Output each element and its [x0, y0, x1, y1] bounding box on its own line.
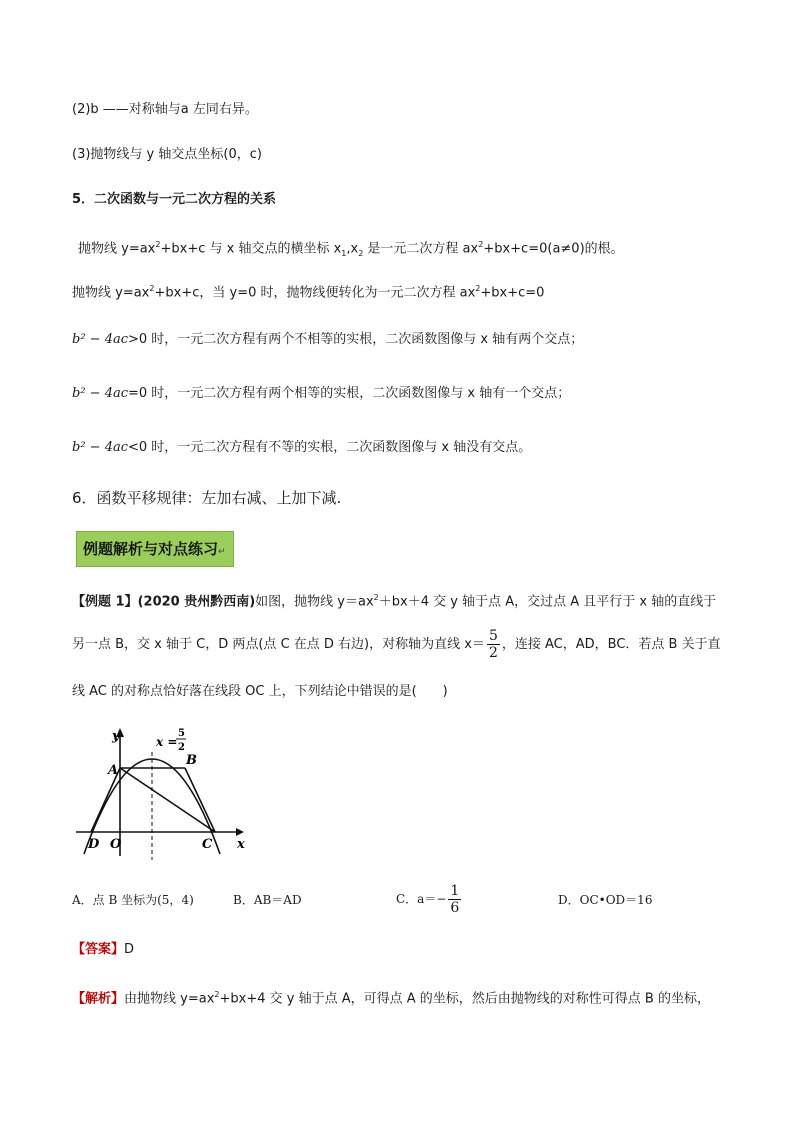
text-fragment: >0 时，一元二次方程有两个不相等的实根，二次函数图像与 x 轴有两个交点； — [128, 332, 584, 347]
point-label-d: D — [88, 837, 100, 852]
text-fragment: 另一点 B，交 x 轴于 C，D 两点(点 C 在点 D 右边)，对称轴为直线 x＝ — [72, 637, 485, 652]
axis-fraction-numerator: 5 — [178, 728, 185, 739]
example-line: 线 AC 的对称点恰好落在线段 OC 上，下列结论中错误的是( ) — [72, 684, 448, 699]
superscript: 2 — [475, 284, 481, 293]
text-fragment: 是一元二次方程 ax — [363, 241, 479, 257]
fraction-five-halves — [487, 628, 500, 661]
analysis-label: 【解析】 — [72, 991, 125, 1007]
discriminant-expression: b² − 4ac — [72, 440, 128, 455]
fraction-numerator: 5 — [488, 628, 498, 644]
parabola-figure — [68, 722, 258, 864]
text-fragment: 抛物线 y=ax — [72, 285, 150, 301]
option-d: D．OC•OD＝16 — [558, 893, 653, 907]
analysis-line — [72, 985, 710, 1009]
text-fragment: =0 时，一元二次方程有两个相等的实根，二次函数图像与 x 轴有一个交点； — [128, 386, 571, 401]
point-label-c: C — [202, 837, 213, 852]
discriminant-expression: b² − 4ac — [72, 332, 128, 347]
option-c — [396, 880, 463, 918]
example-line — [72, 588, 716, 612]
y-axis-label: y — [112, 729, 120, 744]
text-fragment: 抛物线 y=ax — [78, 241, 156, 257]
text-fragment: ＋bx＋4 交 y 轴于点 A，交过点 A 且平行于 x 轴的直线于 — [378, 594, 717, 610]
section-heading: 5．二次函数与一元二次方程的关系 — [72, 192, 277, 207]
point-label-a: A — [108, 763, 119, 778]
text-fragment: 由抛物线 y=ax — [124, 991, 215, 1007]
text-line: (2)b ——对称轴与a 左同右异。 — [72, 102, 258, 117]
example-line — [72, 628, 721, 664]
option-a: A．点 B 坐标为(5，4) — [72, 893, 194, 907]
fraction-denominator: 6 — [450, 900, 460, 916]
text-line — [72, 330, 583, 350]
text-fragment: ,x — [346, 241, 359, 257]
x-axis-label: x — [237, 837, 245, 852]
answer-value: D — [124, 942, 135, 957]
fraction-one-sixth — [448, 883, 461, 916]
text-line — [72, 279, 544, 303]
text-fragment: +bx+c，当 y=0 时，抛物线便转化为一元二次方程 ax — [154, 285, 476, 301]
text-fragment: +bx+c=0(a≠0)的根。 — [483, 241, 624, 257]
text-line — [78, 235, 624, 264]
superscript: 2 — [373, 593, 379, 602]
text-fragment: +bx+c=0 — [480, 285, 545, 301]
text-fragment: +bx+c 与 x 轴交点的横坐标 x — [160, 241, 342, 257]
point-label-o: O — [110, 837, 122, 852]
text-fragment: 如图，抛物线 y＝ax — [255, 594, 374, 610]
subscript: 2 — [358, 248, 364, 258]
text-fragment: +bx+4 交 y 轴于点 A，可得点 A 的坐标，然后由抛物线的对称性可得点 B 的坐标， — [219, 991, 710, 1007]
return-mark: ↵ — [218, 547, 226, 557]
example-source: (2020 贵州黔西南) — [137, 594, 256, 610]
text-line — [72, 438, 531, 458]
section-tag-label: 例题解析与对点练习 — [83, 540, 219, 558]
fraction-numerator: 1 — [450, 883, 460, 899]
superscript: 2 — [478, 240, 484, 249]
discriminant-expression: b² − 4ac — [72, 386, 128, 401]
example-label: 【例题 1】 — [72, 594, 138, 610]
point-label-b: B — [186, 753, 197, 768]
superscript: 2 — [155, 240, 161, 249]
x-axis-arrow — [236, 828, 244, 836]
text-line: (3)抛物线与 y 轴交点坐标(0，c) — [72, 147, 262, 162]
fraction-denominator: 2 — [488, 645, 498, 661]
superscript: 2 — [149, 284, 155, 293]
text-line — [72, 384, 570, 404]
answer-line — [72, 940, 134, 960]
text-fragment: C．a＝− — [396, 892, 447, 906]
subscript: 1 — [341, 248, 347, 258]
option-b: B．AB＝AD — [233, 893, 302, 907]
text-line: 6．函数平移规律：左加右减、上加下减. — [72, 489, 342, 507]
text-fragment: <0 时，一元二次方程有不等的实根，二次函数图像与 x 轴没有交点。 — [128, 440, 532, 455]
axis-fraction-denominator: 2 — [178, 742, 185, 753]
text-fragment: ，连接 AC，AD，BC．若点 B 关于直 — [501, 637, 721, 652]
answer-label: 【答案】 — [72, 942, 125, 957]
axis-equation-label: x = — [156, 735, 178, 749]
section-tag — [76, 531, 234, 567]
superscript: 2 — [214, 990, 220, 999]
